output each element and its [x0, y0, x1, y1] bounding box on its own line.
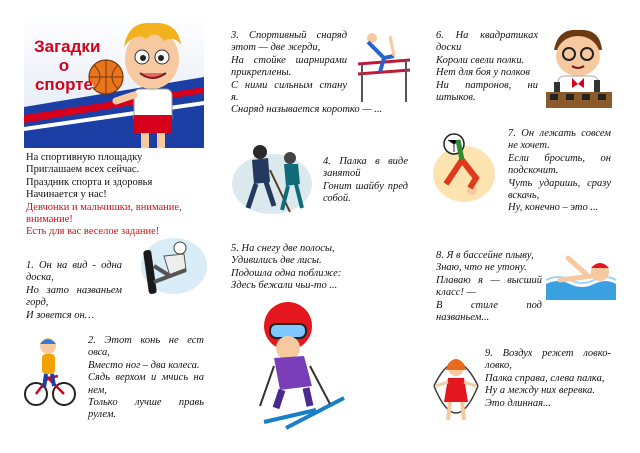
riddle-3 — [231, 30, 383, 117]
riddle-line: названьем... — [436, 312, 490, 324]
riddle-line: Вместо ног – два колеса. — [88, 359, 200, 371]
riddle-line: горд, — [26, 297, 49, 309]
riddle-line: Здесь бежали чьи-то ... — [231, 280, 338, 292]
intro-line: Начинается у нас! — [26, 189, 107, 201]
cover-image — [24, 15, 204, 148]
riddle-line: 3. Спортивный снаряд — [231, 30, 347, 41]
riddle-line: 5. На снегу две полосы, — [231, 243, 335, 254]
riddle-5 — [231, 243, 371, 293]
riddle-line: рулем. — [88, 409, 117, 421]
riddle-line: Подошла одна поближе: — [231, 267, 342, 279]
cover-title — [34, 37, 101, 94]
riddle-line: Плаваю я — высший — [436, 274, 542, 286]
riddle-line: Палка справа, слева палка, — [485, 372, 605, 384]
intro-line: Приглашаем всех сейчас. — [26, 164, 140, 176]
snowboarder-icon — [140, 236, 208, 301]
riddle-line: нем, — [88, 384, 107, 396]
riddle-line: В стиле под — [436, 299, 542, 311]
riddle-line: 6. На квадратиках — [436, 30, 538, 41]
riddle-line: я. — [231, 92, 239, 104]
riddle-line: Чуть ударишь, сразу — [508, 177, 611, 189]
football-player-icon — [432, 130, 496, 215]
riddle-line: класс! — — [436, 287, 476, 299]
riddle-7 — [508, 128, 611, 215]
riddle-line: не хочет. — [508, 140, 550, 152]
riddle-line: ловко, — [485, 360, 512, 372]
riddle-line: Только лучше правь — [88, 397, 204, 409]
riddle-2 — [88, 335, 204, 422]
gymnast-icon — [350, 30, 418, 107]
intro-text — [26, 152, 206, 239]
swimmer-icon — [546, 250, 616, 305]
chess-player-icon — [544, 28, 614, 115]
riddle-line: 8. Я в бассейне плыву, — [436, 250, 534, 261]
riddle-line: Сядь верхом и мчись на — [88, 372, 204, 384]
riddle-line: доски — [436, 42, 462, 54]
cyclist-icon — [24, 336, 74, 416]
riddle-line: занятой — [323, 168, 361, 180]
riddle-line: доска, — [26, 272, 54, 284]
riddle-line: Ну а между них веревка. — [485, 385, 596, 397]
riddle-line: 4. Палка в виде — [323, 156, 408, 167]
riddle-line: овса, — [88, 347, 110, 359]
riddle-line: С ними сильным стану — [231, 79, 347, 91]
riddle-line: Удивились две лисы. — [231, 255, 322, 267]
skier-icon — [256, 296, 350, 439]
intro-red-line: Есть для вас веселое задание! — [26, 226, 160, 238]
riddle-line: прикреплены. — [231, 67, 292, 79]
riddle-line: собой. — [323, 193, 351, 205]
jump-rope-girl-icon — [428, 350, 484, 435]
cover-title-line-2: о — [58, 56, 70, 75]
riddle-line: штыков. — [436, 92, 476, 104]
riddle-line: И зовется он… — [26, 309, 95, 321]
riddle-8 — [436, 250, 542, 324]
riddle-9 — [485, 348, 611, 410]
riddle-line: Но зато названьем — [26, 284, 122, 296]
cover-title-line-3: спорте — [34, 75, 94, 94]
riddle-line: 2. Этот конь не ест — [88, 335, 204, 346]
riddle-line: Если бросить, он — [508, 152, 611, 164]
riddle-line: Знаю, что не утону. — [436, 262, 527, 274]
riddle-line: подскочит. — [508, 165, 559, 177]
riddle-line: вскачь, — [508, 190, 540, 202]
riddle-line: 9. Воздух режет ловко- — [485, 348, 611, 359]
riddle-line: Ни патронов, ни — [436, 79, 538, 91]
riddle-line: Снаряд называется коротко — ... — [231, 104, 383, 116]
riddle-line: Гонит шайбу пред — [323, 180, 408, 192]
intro-line: Праздник спорта и здоровья — [26, 176, 153, 188]
riddle-6 — [436, 30, 538, 104]
riddle-1 — [26, 260, 122, 322]
riddle-line: На стойке шарнирами — [231, 54, 347, 66]
riddle-line: Нет для боя у полков — [436, 67, 530, 79]
riddle-line: 1. Он на вид - одна — [26, 260, 122, 271]
riddle-line: Ну, конечно – это ... — [508, 202, 599, 214]
riddle-4 — [323, 156, 408, 206]
riddle-line: этот — две жерди, — [231, 42, 321, 54]
riddle-line: 7. Он лежать совсем — [508, 128, 611, 139]
hockey-players-icon — [230, 140, 314, 223]
riddle-line: Это длинная... — [485, 397, 551, 409]
riddle-line: Короли свели полки. — [436, 54, 525, 66]
intro-red-line: Девчонки и мальчишки, внимание, внимание! — [26, 201, 182, 226]
intro-line: На спортивную площадку — [26, 152, 143, 163]
cover-title-line-1: Загадки — [34, 37, 101, 56]
